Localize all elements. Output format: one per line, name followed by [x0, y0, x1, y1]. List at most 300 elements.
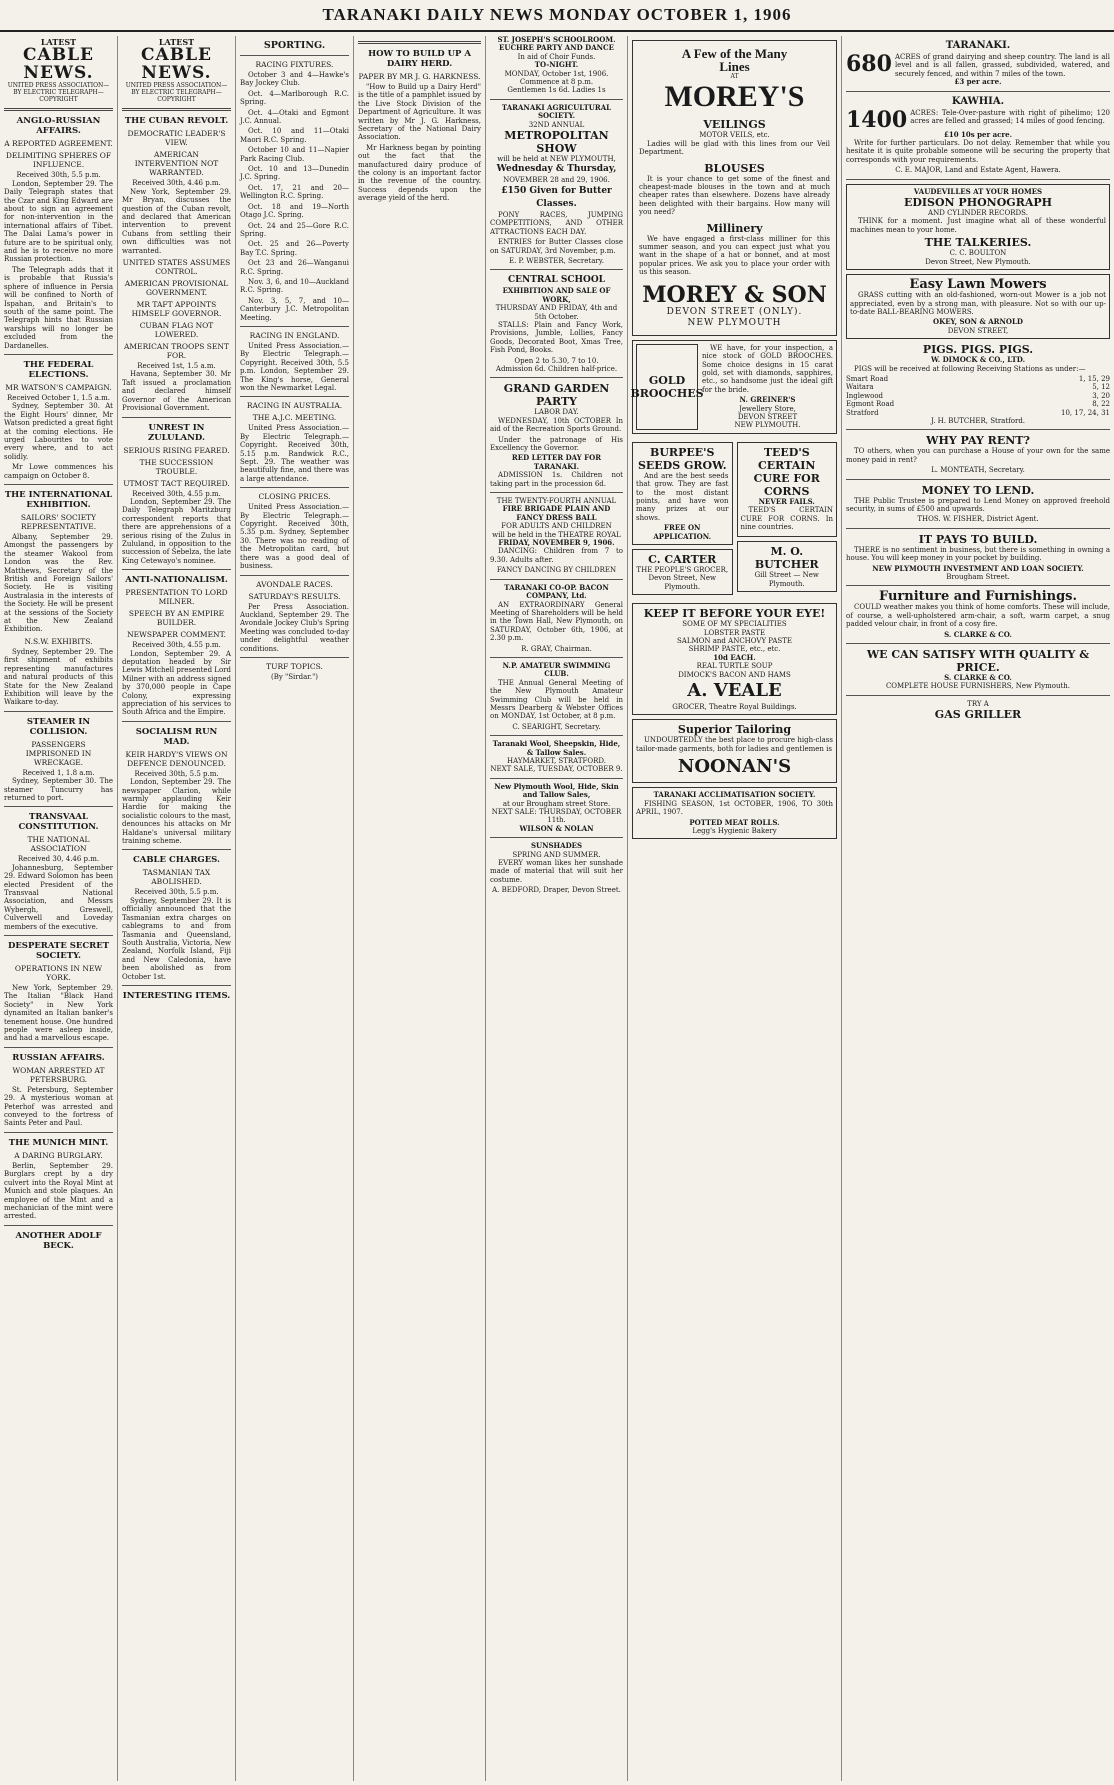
list-item: Nov. 3, 5, 7, and 10—Canterbury J.C. Metropolitan Meeting. [240, 296, 349, 322]
ad-subheading: Millinery [706, 221, 763, 235]
ad-satisfy [846, 648, 1110, 691]
ad-text: AND CYLINDER RECORDS. [928, 209, 1028, 218]
station-row [846, 392, 1110, 400]
subheading: CLOSING PRICES. [258, 492, 331, 502]
ad-title: N.P. AMATEUR SWIMMING CLUB. [502, 660, 611, 679]
divider [846, 528, 1110, 529]
subheading: SAILORS' SOCIETY REPRESENTATIVE. [20, 513, 97, 531]
ad-text: WE have, for your inspection, a nice stock of GOLD BROOCHES. Some choice designs in 15 carat gold, set with diamonds, sapphires, etc., so handsome just the ideal gift for the bride. [702, 343, 833, 394]
divider [846, 91, 1110, 92]
ad-title: CENTRAL SCHOOL [507, 275, 606, 286]
received-line: Received 30th, 5.5 p.m. [16, 171, 101, 180]
subheading: A REPORTED AGREEMENT. [4, 139, 113, 149]
ad-why-pay-rent [846, 434, 1110, 474]
ad-text: THE Public Trustee is prepared to Lend Money on approved freehold security, in sums of £500 and upwards. [846, 496, 1110, 513]
ad-text: Ladies will be glad with this lines from our Veil Department. [639, 139, 830, 157]
ad-text: FANCY DANCING BY CHILDREN [496, 566, 617, 575]
station-name: Waitara [846, 383, 874, 392]
ad-heading: IT PAYS TO BUILD. [918, 532, 1038, 546]
article-body: London, September 29. The Daily Telegraph states that the Czar and King Edward are about to sign an agreement for non-intervention in the international affairs of Tibet. The Dalai Lama's power in future are to be spiritual only, and he is to receive no more Russian protection. [4, 179, 113, 264]
divider [4, 108, 113, 111]
section-heading: ANOTHER ADOLF BECK. [15, 1230, 102, 1251]
ad-heading: BURPEE'S SEEDS GROW. [637, 445, 727, 472]
ad-kawhia-land [846, 106, 1110, 175]
ad-heading: VAUDEVILLES AT YOUR HOMES [913, 186, 1043, 196]
ad-text: WEDNESDAY, 10th OCTOBER In aid of the Recreation Sports Ground. [490, 416, 623, 434]
station-date: 5, 12 [1092, 383, 1110, 392]
subheading: N.S.W. EXHIBITS. [24, 636, 93, 646]
divider [4, 806, 113, 807]
ad-text: L. MONTEATH, Secretary. [931, 466, 1025, 475]
subheading: CUBAN FLAG NOT LOWERED. [139, 321, 214, 340]
ad-text: ACRES of grand dairying and sheep country. The land is all level and is all fallen, grassed, subdivided, watered, and securely fenced, and within 7 miles of the town. [894, 53, 1110, 78]
subheading: AMERICAN INTERVENTION NOT WARRANTED. [134, 150, 219, 178]
ad-text: FOR ADULTS AND CHILDREN [501, 522, 612, 531]
subheading: SPEECH BY AN EMPIRE BUILDER. [128, 609, 225, 628]
subheading: THE NATIONAL ASSOCIATION [27, 835, 90, 854]
divider [122, 849, 231, 850]
ad-wool-sales-stratford [490, 740, 623, 774]
ad-central-school [490, 274, 623, 373]
ad-title: TARANAKI AGRICULTURAL SOCIETY. [501, 102, 612, 121]
ad-fire-brigade-ball [490, 497, 623, 575]
ad-sunshades [490, 842, 623, 894]
ad-subheading: VEILINGS [703, 118, 766, 132]
ad-heading: GAS GRILLER [934, 708, 1022, 722]
ad-text: Devon Street, New Plymouth. [925, 257, 1031, 266]
ad-gold-brooches-label-box [630, 344, 704, 430]
ad-text: GROCER, Theatre Royal Buildings. [672, 703, 797, 712]
station-name: Smart Road [846, 374, 889, 383]
ad-heading: M. O. BUTCHER [754, 545, 819, 572]
section-heading: TARANAKI. [945, 40, 1011, 51]
ad-heading: Easy Lawn Mowers [909, 277, 1047, 293]
ad-text: TEED'S CERTAIN CURE FOR CORNS. In nine countries. [740, 506, 833, 531]
ad-text: Open 2 to 5.30, 7 to 10. [514, 356, 599, 365]
divider [846, 429, 1110, 430]
ad-metropolitan-show [490, 104, 623, 265]
article-body: Albany, September 29. Amongst the passengers by the steamer Wakool from London was the Rev. Matthews, Secretary of the British and Foreign Sailors' Society. He is visiting Australasia in the interests of the Society. He will be present at the sessions of the Society at the New Zealand Exhibition. [4, 533, 113, 634]
ad-text: MOTOR VEILS, etc. [699, 131, 770, 140]
ad-text: TRY A [967, 699, 989, 708]
ad-money-to-lend [846, 484, 1110, 524]
ad-text: REAL TURTLE SOUP [696, 662, 773, 671]
ad-text: And are the best seeds that grow. They are fast to the most distant points, and have won many prizes at our shows. [636, 471, 729, 522]
press-association-line: UNITED PRESS ASSOCIATION—BY ELECTRIC TELEGRAPH—COPYRIGHT [125, 82, 228, 104]
ad-title: ST. JOSEPH'S SCHOOLROOM. [497, 36, 616, 44]
ad-wool-sales-new-plymouth [490, 783, 623, 833]
ad-text: 32ND ANNUAL [528, 120, 585, 129]
section-heading: SOCIALISM RUN MAD. [135, 726, 218, 747]
masthead: TARANAKI DAILY NEWS MONDAY OCTOBER 1, 1906 [0, 0, 1114, 32]
subheading: NEWSPAPER COMMENT. [127, 630, 226, 640]
divider [490, 492, 623, 493]
divider [240, 396, 349, 397]
ad-text: Jewellery Store, [739, 404, 796, 413]
ad-carter [632, 549, 733, 595]
ad-heading: WE CAN SATISFY WITH QUALITY & PRICE. [866, 648, 1090, 675]
ad-text: FISHING SEASON, 1st OCTOBER, 1906, TO 30th APRIL, 1907. [636, 799, 833, 817]
ad-text: N. GREINER'S [739, 395, 796, 405]
divider [4, 711, 113, 712]
subheading: AVONDALE RACES. [256, 579, 333, 589]
ad-text: Wednesday & Thursday, [496, 164, 617, 175]
divider [490, 657, 623, 658]
ad-text: NEXT SALE: THURSDAY, OCTOBER 11th. [491, 808, 622, 825]
ad-text: ADMISSION 1s. Children not taking part in the procession 6d. [490, 471, 623, 488]
article-body: Mr Lowe commences his campaign on October 8. [4, 463, 113, 480]
subheading: UNITED STATES ASSUMES CONTROL. [122, 258, 231, 277]
list-item: Oct. 17, 21 and 20—Wellington R.C. Spring. [240, 183, 349, 201]
ad-bacon-company [490, 584, 623, 653]
section-heading: INTERESTING ITEMS. [122, 990, 231, 1001]
ad-heading: FIRE BRIGADE PLAIN AND FANCY DRESS BALL [502, 504, 611, 522]
ad-text: R. GRAY, Chairman. [521, 644, 592, 653]
received-line: Received 30th, 5.5 p.m. [134, 769, 219, 778]
divider [240, 657, 349, 658]
subheading: MR WATSON'S CAMPAIGN. [5, 382, 112, 392]
list-item: LOBSTER PASTE [703, 628, 766, 637]
ad-text: NEVER FAILS. [758, 496, 815, 506]
byline: (By "Sirdar.") [270, 672, 319, 681]
divider [490, 778, 623, 779]
subheading: THE A.J.C. MEETING. [252, 413, 337, 423]
ad-text: W. DIMOCK & CO., LTD. [930, 355, 1026, 365]
ad-burpee [632, 442, 733, 545]
ad-text: J. H. BUTCHER, Stratford. [930, 416, 1026, 425]
ad-heading: EDISON PHONOGRAPH [903, 196, 1053, 210]
subheading: PRESENTATION TO LORD MILNER. [125, 588, 228, 607]
divider [122, 721, 231, 722]
subheading: RACING IN ENGLAND. [249, 330, 340, 340]
subheading: AMERICAN TROOPS SENT FOR. [124, 342, 229, 361]
article-body: United Press Association.—By Electric Telegraph.—Copyright. Received 30th, 5.15 p.m. Randwick R.C., Sept. 29. The weather was beautifully fine, and there was a large attendance. [240, 424, 349, 483]
ad-moreys [632, 40, 837, 336]
article-body: Sydney, September 29. It is officially announced that the Tasmanian extra charges on cablegrams to and from Tasmania and Queensland, South Australia, Victoria, New Zealand, Norfolk Island, Fiji and New Caledonia, have been abolished as from October 1st. [122, 896, 231, 981]
subheading: MR TAFT APPOINTS HIMSELF GOVERNOR. [131, 300, 222, 319]
ad-number: 680 [846, 51, 892, 77]
ad-text: RED LETTER DAY FOR TARANAKI. [511, 453, 602, 471]
subheading: THE SUCCESSION TROUBLE. [139, 457, 214, 476]
received-line: Received 1st, 1.5 a.m. [137, 362, 216, 371]
ad-text: E. P. WEBSTER, Secretary. [509, 256, 604, 265]
ad-title: TARANAKI CO-OP. BACON COMPANY, Ltd. [504, 582, 609, 601]
latest-label: LATEST [40, 37, 77, 47]
ad-text: £10 10s per acre. [943, 129, 1013, 139]
ad-text: Gill Street — New Plymouth. [754, 571, 819, 588]
firm-name: MOREY & SON [642, 281, 827, 308]
ad-text: PONY RACES, JUMPING COMPETITIONS, AND OTHER ATTRACTIONS EACH DAY. [490, 210, 623, 236]
section-heading: THE MUNICH MINT. [8, 1137, 109, 1148]
ad-text: at our Brougham street Store. [502, 799, 611, 808]
ad-text: MONDAY, October 1st, 1906. [504, 69, 609, 78]
ad-text: TO-NIGHT. [534, 60, 579, 70]
section-heading: CABLE CHARGES. [133, 855, 220, 866]
ad-text: Brougham Street. [946, 573, 1010, 582]
ad-gold-brooches-text [702, 344, 833, 430]
ad-corns [737, 442, 838, 538]
subheading: AMERICAN PROVISIONAL GOVERNMENT. [124, 279, 229, 298]
section-heading: ANTI-NATIONALISM. [125, 575, 228, 586]
divider [4, 1047, 113, 1048]
ad-text: PIGS will be received at following Receiving Stations as under:— [854, 364, 1086, 373]
divider [240, 487, 349, 488]
ad-text: Write for further particulars. Do not delay. Remember that while you hesitate it is quite probable someone will be securing the property that corresponds with your requirements. [846, 139, 1110, 164]
ad-heading: EUCHRE PARTY AND DANCE [499, 43, 614, 53]
ad-lawn-mowers [846, 274, 1110, 339]
ad-text: Under the patronage of His Excellency the Governor. [490, 435, 623, 452]
list-item: Oct. 4—Otaki and Egmont J.C. Annual. [240, 108, 349, 126]
ad-text: NEXT SALE, TUESDAY, OCTOBER 9. [490, 765, 623, 774]
article-body: United Press Association.—By Electric Telegraph.—Copyright. Received 30th, 5.5 p.m. London, September 29. The King's horse, General won the Newmarket Legal. [240, 341, 349, 392]
column-notices [486, 36, 628, 1781]
ad-text: THERE is no sentiment in business, but there is something in owning a house. You will keep money in your pocket by building. [846, 545, 1110, 563]
station-name: Inglewood [846, 391, 884, 400]
ad-text: C. C. BOULTON [949, 249, 1007, 258]
divider [490, 377, 623, 378]
list-item: October 3 and 4—Hawke's Bay Jockey Club. [240, 71, 349, 88]
subheading: KEIR HARDY'S VIEWS ON DEFENCE DENOUNCED. [125, 749, 228, 768]
ad-gas-griller [846, 700, 1110, 721]
subheading: SERIOUS RISING FEARED. [123, 445, 230, 455]
ad-text: S. CLARKE & CO. [944, 673, 1012, 683]
ad-text: Gentlemen 1s 6d. Ladies 1s [507, 86, 606, 95]
ad-text: THE Annual General Meeting of the New Plymouth Amateur Swimming Club will be held in Messrs Dearberg & Webster Offices on MONDAY, 1st October, at 8 p.m. [490, 678, 623, 721]
divider [490, 735, 623, 736]
ad-butcher [737, 541, 838, 592]
ad-heading: KEEP IT BEFORE YOUR EYE! [643, 607, 826, 621]
ad-text: DEVON STREET [737, 412, 798, 421]
ad-text: 10d EACH. [713, 652, 756, 662]
article-body: The Telegraph adds that it is probable that Russia's sphere of influence in Persia will be confined to North of Ispahan, and Britain's to south of the same point. The Telegraph hints that Russian warships will no longer be excluded from the Dardanelles. [4, 265, 113, 350]
ad-title: SUNSHADES [530, 841, 583, 851]
ad-right-stack [737, 438, 838, 599]
ad-text: TO others, when you can purchase a House of your own for the same money paid in rent? [846, 447, 1110, 464]
section-heading: THE FEDERAL ELECTIONS. [23, 359, 94, 380]
article-body: London, September 29. The newspaper Clarion, while warmly applauding Keir Hardie for making the socialistic colours to the mast, denounces his attacks on Mr Haldane's universal military training scheme. [122, 778, 231, 846]
ad-title: GRAND GARDEN PARTY [503, 382, 610, 409]
ad-text: THINK for a moment. Just imagine what all of these wonderful machines mean to your home. [850, 217, 1106, 234]
article-body: London, September 29. A deputation headed by Sir Lewis Mitchell presented Lord Milner with an address signed by 370,000 people in Cape Colony, expressing appreciation of his services to South Africa and the Empire. [122, 649, 231, 717]
station-date: 10, 17, 24, 31 [1061, 408, 1110, 417]
article-heading: HOW TO BUILD UP A DAIRY HERD. [368, 49, 471, 69]
ad-heading: Lines [719, 59, 750, 74]
ad-text: In aid of Choir Funds. [517, 52, 596, 61]
subheading: TASMANIAN TAX ABOLISHED. [142, 868, 211, 887]
received-line: Received 30th, 4.55 p.m. [132, 641, 221, 650]
ad-text: ENTRIES for Butter Classes close on SATURDAY, 3rd November, p.m. [490, 238, 623, 255]
ad-heading: PIGS. PIGS. PIGS. [922, 343, 1034, 357]
divider [490, 837, 623, 838]
subheading: DELIMITING SPHERES OF INFLUENCE. [5, 151, 112, 170]
subheading: RACING FIXTURES. [255, 60, 334, 69]
ad-superior-tailoring [632, 719, 837, 783]
divider [846, 585, 1110, 586]
list-item: Oct. 10 and 11—Otaki Maori R.C. Spring. [240, 127, 349, 144]
received-line: Received 30th, 4.55 p.m. [132, 489, 221, 498]
divider [122, 108, 231, 111]
ad-keep-it-before-your-eye [632, 603, 837, 715]
ad-swimming-club [490, 662, 623, 731]
section-heading: ANGLO-RUSSIAN AFFAIRS. [16, 116, 101, 137]
subheading: WOMAN ARRESTED AT PETERSBURG. [12, 1065, 105, 1084]
list-item: October 10 and 11—Napier Park Racing Club. [240, 146, 349, 163]
section-heading: RUSSIAN AFFAIRS. [12, 1052, 105, 1063]
brand-name: MOREY'S [664, 80, 805, 114]
ad-text: THOS. W. FISHER, District Agent. [917, 515, 1039, 524]
subheading: TURF TOPICS. [266, 661, 323, 671]
article-body: "How to Build up a Dairy Herd" is the title of a pamphlet issued by the Live Stock Division of the Department of Agriculture. It was written by Mr J. G. Harkness, Secretary of the National Dairy Association. [358, 83, 481, 142]
section-heading: KAWHIA. [951, 95, 1005, 107]
divider [240, 55, 349, 56]
divider [846, 695, 1110, 696]
section-heading: STEAMER IN COLLISION. [26, 716, 91, 737]
column-sporting [236, 36, 354, 1781]
divider [240, 575, 349, 576]
ad-title: Taranaki Wool, Sheepskin, Hide, & Tallow Sales. [492, 739, 621, 757]
received-line: Received 30, 4.46 p.m. [17, 855, 100, 864]
section-heading: TRANSVAAL CONSTITUTION. [18, 812, 99, 833]
ad-gold-brooches [632, 340, 837, 434]
ad-text: COMPLETE HOUSE FURNISHERS, New Plymouth. [885, 682, 1071, 691]
subheading: A DARING BURGLARY. [14, 1150, 103, 1160]
firm-name: NOONAN'S [677, 756, 792, 778]
latest-label: LATEST [158, 37, 195, 47]
ad-text: DEVON STREET (ONLY). [666, 306, 803, 317]
ad-text: ACRES: Tele-Over-pasture with right of pihelimo; 120 acres are felled and grassed; 14 miles of good fencing. [910, 108, 1110, 126]
ad-subheading: BLOUSES [704, 161, 765, 175]
byline: PAPER BY MR J. G. HARKNESS. [358, 72, 481, 81]
column-cable-news-2 [118, 36, 236, 1781]
ad-text: Legg's Hygienic Bakery [692, 826, 777, 835]
ad-text: C. E. MAJOR, Land and Estate Agent, Hawera. [895, 166, 1061, 175]
article-body: Berlin, September 29. Burglars crept by a dry culvert into the Royal Mint at Munich and stole plaques. An employee of the Mint and a mechanician of the mint were arrested. [4, 1161, 113, 1221]
subheading: PASSENGERS IMPRISONED IN WRECKAGE. [25, 739, 92, 767]
station-row [846, 400, 1110, 408]
ad-text: STALLS: Plain and Fancy Work, Provisions, Jumble, Lollies, Fancy Goods, Decorated Boot, Xmas Tree, Fish Pond, Books. [490, 320, 623, 355]
ad-text: We have engaged a first-class milliner for this summer season, and you can expect just what you want in the shape of a hat or bonnet, and at most popular prices. We ask you to place your order with us this season. [639, 234, 830, 277]
station-name: Stratford [846, 408, 879, 417]
station-row [846, 409, 1110, 417]
column-classifieds [842, 36, 1114, 1781]
section-heading: DESPERATE SECRET SOCIETY. [7, 941, 110, 961]
received-line: Received October 1, 1.5 a.m. [7, 393, 110, 402]
article-body: Sydney, September 30. At the Eight Hours' dinner, Mr Watson predicted a great fight at the coming elections. He urged Labourites to vote every where, and to act solidly. [4, 402, 113, 461]
section-heading: THE CUBAN REVOLT. [124, 116, 229, 127]
ad-text: GRASS cutting with an old-fashioned, worn-out Mower is a job not appreciated, even by a strong man, with pleasure. Not so with our up-to-date BALL-BEARING MOWERS. [850, 291, 1106, 316]
list-item: Oct. 24 and 25—Gore R.C. Spring. [240, 221, 349, 238]
ad-text: WILSON & NOLAN [519, 823, 594, 833]
ad-text: £3 per acre. [954, 77, 1002, 87]
divider [4, 1225, 113, 1226]
station-name: Egmont Road [846, 400, 895, 409]
sporting-title: SPORTING. [263, 40, 326, 51]
received-line: Received 30th, 5.5 p.m. [134, 888, 219, 897]
article-body: New York, September 29. The Italian "Black Hand Society" in New York dynamited an Italian banker's tenement house. One hundred people were asleep inside, and had a marvellous escape. [4, 984, 113, 1043]
ad-heading: THE TALKERIES. [924, 236, 1032, 250]
divider [490, 99, 623, 100]
ad-heading: TARANAKI ACCLIMATISATION SOCIETY. [653, 790, 816, 800]
ad-text: S. CLARKE & CO. [944, 629, 1012, 639]
ad-text: DANCING: Children from 7 to 9.30. Adults after. [490, 547, 623, 564]
divider [122, 569, 231, 570]
ad-text: will be held at NEW PLYMOUTH, [497, 155, 616, 164]
ad-text: SPRING AND SUMMER. [512, 850, 601, 859]
station-date: 1, 15, 29 [1078, 374, 1110, 383]
ad-row [632, 438, 837, 599]
ad-text: will be held in the THEATRE ROYAL [492, 530, 621, 539]
ad-text: NOVEMBER 28 and 29, 1906. [503, 176, 610, 185]
article-body: London, September 29. The Daily Telegraph Maritzburg correspondent reports that there are apprehensions of a serious rising of the Zulus in Zululand, in opposition to the succession of Sebelza, the late King Cetewayo's nominee. [122, 497, 231, 565]
ad-left-stack [632, 438, 733, 599]
list-item: Oct 23 and 26—Wanganui R.C. Spring. [240, 259, 349, 276]
divider [490, 269, 623, 270]
ad-text: FRIDAY, NOVEMBER 9, 1906. [498, 538, 615, 548]
station-row [846, 383, 1110, 391]
ad-heading: Superior Tailoring [677, 723, 792, 737]
ad-text: AN EXTRAORDINARY General Meeting of Shareholders will be held in the Town Hall, New Plymouth, on SATURDAY, October 6th, 1906, at 2.30 p.m. [490, 600, 623, 643]
column-cable-news-1 [0, 36, 118, 1781]
ad-text: NEW PLYMOUTH INVESTMENT AND LOAN SOCIETY. [872, 563, 1084, 573]
ad-acclimatisation [632, 787, 837, 839]
divider [122, 985, 231, 986]
ad-heading: TEED'S CERTAIN CURE FOR CORNS [753, 445, 820, 498]
fixture-list [240, 71, 349, 322]
article-body: Havana, September 30. Mr Taft issued a proclamation and declared himself Governor of the American Provisional Government. [122, 370, 231, 413]
ad-phonograph [846, 184, 1110, 270]
ad-heading: METROPOLITAN SHOW [504, 129, 609, 156]
ad-title: New Plymouth Wool, Hide, Skin and Tallow Sales, [494, 781, 619, 800]
section-heading: UNREST IN ZULULAND. [148, 422, 205, 443]
list-item: Oct. 4—Marlborough R.C. Spring. [240, 89, 349, 107]
ad-text: It is your chance to get some of the finest and cheapest-made blouses in the town and at much cheaper rates than elsewhere. Dozens have already been delighted with their bargains. How many will you need? [639, 174, 830, 217]
list-item: Oct. 10 and 13—Dunedin J.C. Spring. [240, 165, 349, 182]
article-body: Johannesburg, September 29. Edward Solomon has been elected President of the Transvaal National Association, and Messrs Wybergh, Greswell, Culverwell and Loveday members of the executive. [4, 863, 113, 931]
subheading: OPERATIONS IN NEW YORK. [14, 964, 103, 982]
divider [4, 484, 113, 485]
divider [358, 41, 481, 44]
article-body: Sydney, September 30. The steamer Tuncurry has returned to port. [4, 777, 113, 802]
column-large-ads [628, 36, 842, 1781]
ad-text: FREE ON APPLICATION. [653, 523, 712, 541]
ad-text: AT [730, 73, 739, 80]
article-body: New York, September 29. Mr Bryan, discusses the question of the Cuban revolt, and declared that American intervention to prevent Cubans from settling their own difficulties was not warranted. [122, 187, 231, 255]
ad-furniture [846, 590, 1110, 639]
divider [4, 354, 113, 355]
ad-taranaki-land [846, 53, 1110, 87]
press-association-line: UNITED PRESS ASSOCIATION—BY ELECTRIC TELEGRAPH—COPYRIGHT [7, 82, 110, 104]
received-line: Received 1, 1.8 a.m. [22, 768, 95, 777]
ad-text: LABOR DAY. [534, 408, 579, 417]
station-date: 8, 22 [1092, 400, 1110, 409]
ad-text: THURSDAY AND FRIDAY, 4th and 5th October. [495, 304, 618, 321]
article-body: Per Press Association. Auckland, September 29. The Avondale Jockey Club's Spring Meeting was concluded to-day under delightful weather conditions. [240, 602, 349, 653]
divider [490, 579, 623, 580]
ad-text: POTTED MEAT ROLLS. [689, 817, 780, 827]
ad-text: SOME OF MY SPECIALITIES [682, 620, 787, 629]
ad-text: C. SEARIGHT, Secretary. [512, 722, 601, 731]
column-dairy-article [354, 36, 486, 1781]
ad-text: UNDOUBTEDLY the best place to procure high-class tailor-made garments, both for ladies and gentlemen is [636, 736, 833, 753]
divider [4, 935, 113, 936]
ad-heading: MONEY TO LEND. [921, 483, 1035, 497]
cable-news-title: CABLE NEWS. [23, 45, 94, 84]
ad-heading: C. CARTER [648, 553, 717, 566]
ad-text: DIMOCK'S BACON AND HAMS [678, 670, 791, 679]
ad-text: NEW PLYMOUTH [687, 317, 782, 328]
station-date: 3, 20 [1092, 391, 1110, 400]
subheading: UTMOST TACT REQUIRED. [123, 478, 230, 488]
